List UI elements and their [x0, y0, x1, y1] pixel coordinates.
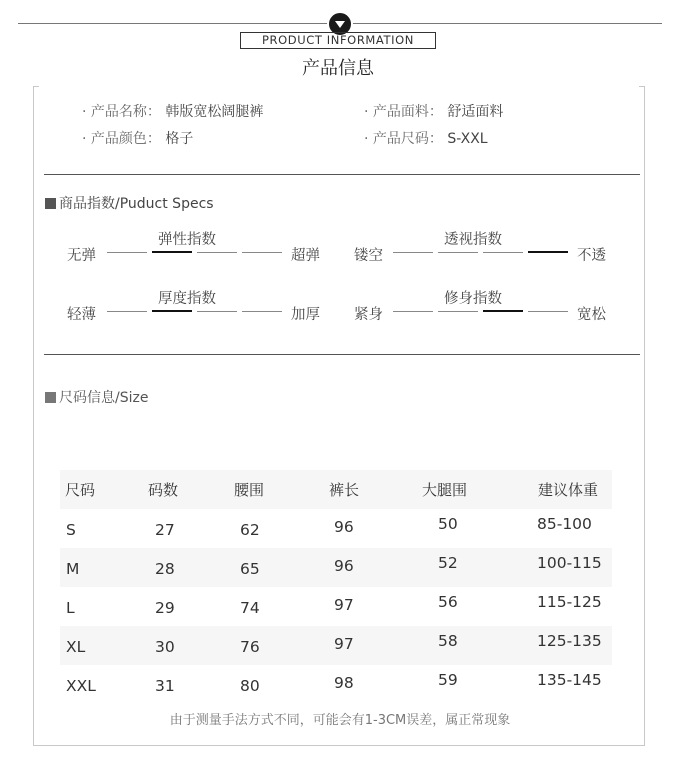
- section-title-chinese: 产品信息: [302, 58, 374, 79]
- index-segment-active: [528, 251, 568, 253]
- table-row: [60, 509, 612, 548]
- table-row: [60, 548, 612, 587]
- waist-cell: 65: [240, 560, 260, 578]
- thigh-cell: 52: [438, 554, 458, 572]
- thigh-cell: 56: [438, 593, 458, 611]
- weight-cell: 135-145: [537, 671, 602, 689]
- index-title: 透视指数: [444, 232, 502, 248]
- weight-cell: 85-100: [537, 515, 592, 533]
- product-fabric-label: · 产品面料：: [364, 104, 443, 120]
- table-header-cell: 建议体重: [538, 481, 599, 499]
- index-left-label: 紧身: [354, 307, 383, 323]
- index-segment: [438, 311, 478, 312]
- table-header-cell: 码数: [148, 481, 179, 499]
- size-cell: XXL: [66, 677, 96, 695]
- length-cell: 97: [334, 635, 354, 653]
- index-title: 弹性指数: [158, 232, 216, 248]
- index-segment: [197, 311, 237, 312]
- weight-cell: 125-135: [537, 632, 602, 650]
- divider: [44, 354, 640, 355]
- size-cell: L: [66, 599, 75, 617]
- waist-cell: 62: [240, 521, 260, 539]
- product-size-label: · 产品尺码：: [364, 131, 443, 147]
- weight-cell: 115-125: [537, 593, 602, 611]
- index-title: 修身指数: [444, 291, 502, 307]
- length-cell: 96: [334, 518, 354, 536]
- product-fabric-field: [364, 101, 503, 121]
- index-segment: [393, 252, 433, 253]
- waist-cell: 76: [240, 638, 260, 656]
- index-segment: [197, 252, 237, 253]
- index-left-label: 镂空: [354, 248, 383, 264]
- waist-cell: 80: [240, 677, 260, 695]
- index-right-label: 不透: [577, 248, 606, 264]
- table-row: [60, 587, 612, 626]
- index-segment: [393, 311, 433, 312]
- index-segment-active: [152, 310, 192, 312]
- code-cell: 30: [155, 638, 175, 656]
- index-segment: [438, 252, 478, 253]
- code-cell: 28: [155, 560, 175, 578]
- size-cell: M: [66, 560, 80, 578]
- index-segment-active: [152, 251, 192, 253]
- index-segment: [107, 252, 147, 253]
- size-section-title: 尺码信息/Size: [59, 390, 149, 406]
- product-fabric-value: 舒适面料: [447, 104, 504, 120]
- table-row: [60, 626, 612, 665]
- index-segment: [528, 311, 568, 312]
- size-cell: S: [66, 521, 76, 539]
- table-row: [60, 665, 612, 704]
- table-header-row: [60, 470, 612, 509]
- product-name-value: 韩版宽松阔腿裤: [165, 104, 264, 120]
- code-cell: 27: [155, 521, 175, 539]
- index-right-label: 加厚: [291, 307, 320, 323]
- table-header-cell: 裤长: [329, 481, 360, 499]
- size-section-heading: [45, 387, 148, 407]
- index-segment: [242, 252, 282, 253]
- specs-section-heading: [45, 193, 214, 213]
- product-size-field: [364, 128, 488, 148]
- product-color-field: [82, 128, 193, 148]
- index-segment: [107, 311, 147, 312]
- section-title-english: PRODUCT INFORMATION: [240, 32, 436, 49]
- table-header-cell: 腰围: [234, 481, 265, 499]
- divider: [44, 174, 640, 175]
- length-cell: 96: [334, 557, 354, 575]
- index-segment-active: [483, 310, 523, 312]
- thigh-cell: 59: [438, 671, 458, 689]
- code-cell: 31: [155, 677, 175, 695]
- index-right-label: 宽松: [577, 307, 606, 323]
- code-cell: 29: [155, 599, 175, 617]
- table-header-cell: 尺码: [65, 481, 96, 499]
- specs-section-title: 商品指数/Puduct Specs: [59, 196, 214, 212]
- length-cell: 97: [334, 596, 354, 614]
- product-name-label: · 产品名称：: [82, 104, 161, 120]
- index-right-label: 超弹: [291, 248, 320, 264]
- table-header-cell: 大腿围: [422, 481, 468, 499]
- index-left-label: 无弹: [67, 248, 96, 264]
- index-segment: [242, 311, 282, 312]
- square-bullet-icon: [45, 198, 56, 209]
- product-color-label: · 产品颜色：: [82, 131, 161, 147]
- measurement-note: 由于测量手法方式不同，可能会有1-3CM误差，属正常现象: [169, 713, 511, 728]
- size-cell: XL: [66, 638, 86, 656]
- index-segment: [483, 252, 523, 253]
- waist-cell: 74: [240, 599, 260, 617]
- thigh-cell: 58: [438, 632, 458, 650]
- index-left-label: 轻薄: [67, 307, 96, 323]
- thigh-cell: 50: [438, 515, 458, 533]
- size-table: [60, 470, 612, 704]
- index-title: 厚度指数: [158, 291, 216, 307]
- product-name-field: [82, 101, 263, 121]
- length-cell: 98: [334, 674, 354, 692]
- product-size-value: S-XXL: [447, 131, 488, 147]
- weight-cell: 100-115: [537, 554, 602, 572]
- square-bullet-icon: [45, 392, 56, 403]
- product-color-value: 格子: [165, 131, 194, 147]
